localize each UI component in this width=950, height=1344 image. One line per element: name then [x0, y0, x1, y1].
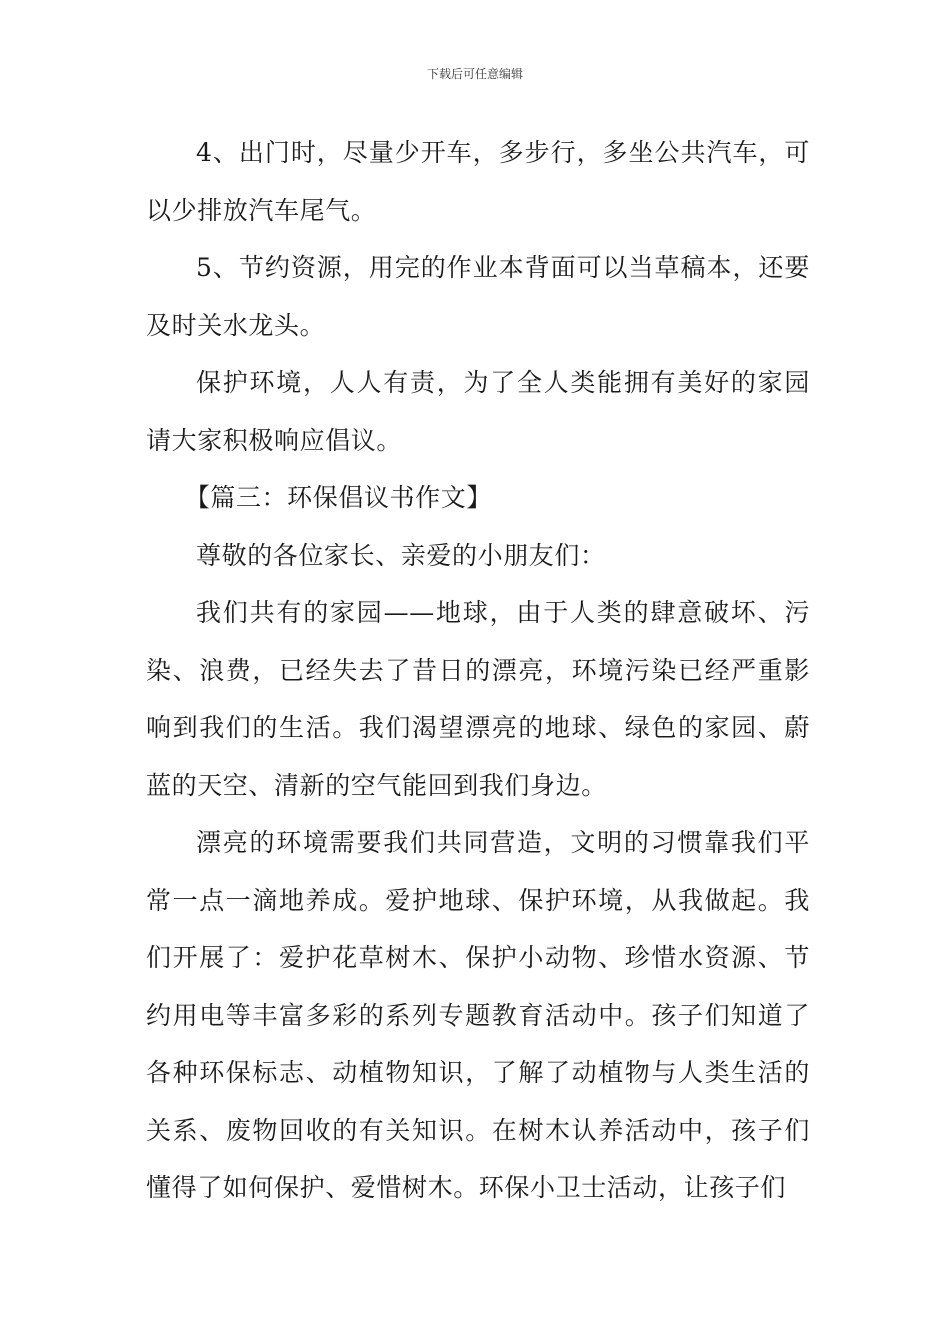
paragraph-item-5: 5、节约资源，用完的作业本背面可以当草稿本，还要及时关水龙头。	[146, 253, 810, 340]
paragraph-intro: 我们共有的家园——地球，由于人类的肆意破坏、污染、浪费，已经失去了昔日的漂亮，环境污染已经严重影响到我们的生活。我们渴望漂亮的地球、绿色的家园、蔚蓝的天空、清新的空气能回到我们身边。	[146, 598, 810, 800]
paragraph-activities: 漂亮的环境需要我们共同营造，文明的习惯靠我们平常一点一滴地养成。爱护地球、保护环境，从我做起。我们开展了：爱护花草树木、保护小动物、珍惜水资源、节约用电等丰富多彩的系列专题教育活动中。孩子们知道了各种环保标志、动植物知识，了解了动植物与人类生活的关系、废物回收的有关知识。在树木认养活动中，孩子们懂得了如何保护、爱惜树木。环保小卫士活动，让孩子们	[146, 828, 810, 1202]
document-body	[146, 124, 810, 1217]
paragraph-item-4: 4、出门时，尽量少开车，多步行，多坐公共汽车，可以少排放汽车尾气。	[146, 138, 810, 225]
page-header: 下载后可任意编辑	[426, 67, 523, 81]
paragraph-conclusion: 保护环境，人人有责，为了全人类能拥有美好的家园请大家积极响应倡议。	[146, 368, 810, 455]
salutation: 尊敬的各位家长、亲爱的小朋友们：	[196, 540, 606, 570]
section-heading: 【篇三：环保倡议书作文】	[184, 483, 492, 512]
